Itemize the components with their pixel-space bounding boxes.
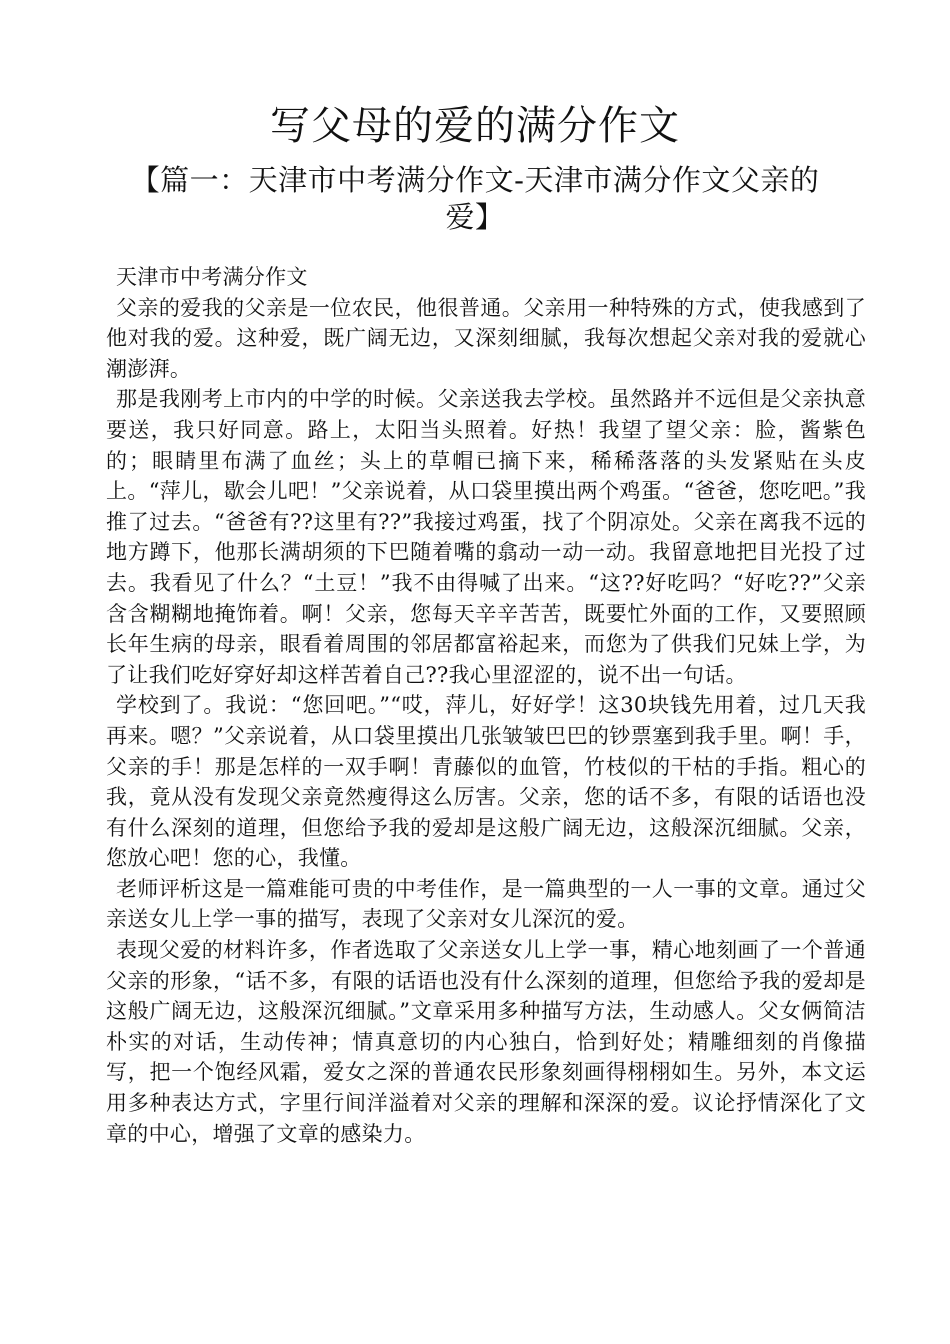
section-heading: 天津市中考满分作文 bbox=[116, 265, 308, 289]
paragraph: 父亲的爱我的父亲是一位农民，他很普通。父亲用一种特殊的方式，使我感到了他对我的爱。这种爱，既广阔无边，又深刻细腻，我每次想起父亲对我的爱就心潮澎湃。 bbox=[106, 295, 866, 381]
paragraph: 老师评析这是一篇难能可贵的中考佳作，是一篇典型的一人一事的文章。通过父亲送女儿上学一事的描写，表现了父亲对女儿深沉的爱。 bbox=[106, 876, 866, 932]
paragraph: 那是我刚考上市内的中学的时候。父亲送我去学校。虽然路并不远但是父亲执意要送，我只好同意。路上，太阳当头照着。好热！我望了望父亲：脸，酱紫色的；眼睛里布满了血丝；头上的草帽已摘下来，稀稀落落的头发紧贴在头皮上。“萍儿，歇会儿吧！”父亲说着，从口袋里摸出两个鸡蛋。“爸爸，您吃吧。”我推了过去。“爸爸有??这里有??”我接过鸡蛋，找了个阴凉处。父亲在离我不远的地方蹲下，他那长满胡须的下巴随着嘴的翕动一动一动。我留意地把目光投了过去。我看见了什么？“土豆！”我不由得喊了出来。“这??好吃吗？“好吃??”父亲含含糊糊地掩饰着。啊！父亲，您每天辛辛苦苦，既要忙外面的工作，又要照顾长年生病的母亲，眼看着周围的邻居都富裕起来，而您为了供我们兄妹上学，为了让我们吃好穿好却这样苦着自己??我心里涩涩的，说不出一句话。 bbox=[106, 387, 866, 687]
paragraph: 学校到了。我说：“您回吧。”“哎，萍儿，好好学！这30块钱先用着，过几天我再来。嗯？”父亲说着，从口袋里摸出几张皱皱巴巴的钞票塞到我手里。啊！手，父亲的手！那是怎样的一双手啊！青藤似的血管，竹枝似的干枯的手指。粗心的我，竟从没有发现父亲竟然瘦得这么厉害。父亲，您的话不多，有限的话语也没有什么深刻的道理，但您给予我的爱却是这般广阔无边，这般深沉细腻。父亲，您放心吧！您的心，我懂。 bbox=[106, 693, 866, 871]
document-title: 写父母的爱的满分作文 bbox=[270, 103, 680, 149]
document-body bbox=[106, 262, 866, 1149]
paragraph: 表现父爱的材料许多，作者选取了父亲送女儿上学一事，精心地刻画了一个普通父亲的形象，“话不多，有限的话语也没有什么深刻的道理，但您给予我的爱却是这般广阔无边，这般深沉细腻。”文章采用多种描写方法，生动感人。父女俩简洁朴实的对话，生动传神；情真意切的内心独白，恰到好处；精雕细刻的肖像描写，把一个饱经风霜，爱女之深的普通农民形象刻画得栩栩如生。另外，本文运用多种表达方式，字里行间洋溢着对父亲的理解和深深的爱。议论抒情深化了文章的中心，增强了文章的感染力。 bbox=[106, 938, 866, 1146]
document-subtitle: 【篇一：天津市中考满分作文-天津市满分作文父亲的爱】 bbox=[130, 163, 820, 234]
